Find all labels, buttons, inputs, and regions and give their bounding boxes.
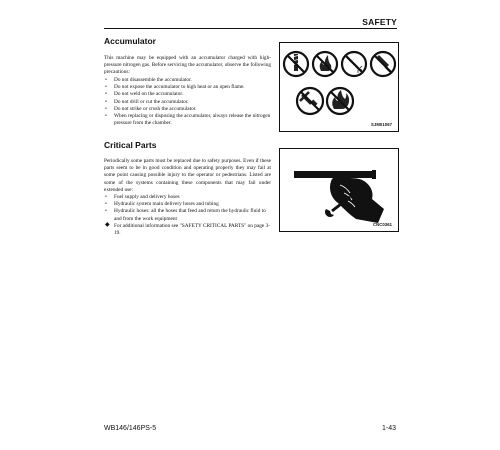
no-disassemble-icon	[284, 52, 308, 76]
list-item-text: Do not weld on the accumulator.	[114, 91, 184, 98]
list-item	[104, 91, 271, 98]
list-item-text: Do not disassemble the accumulator.	[114, 77, 192, 83]
critical-parts-heading: Critical Parts	[104, 140, 157, 150]
list-item	[104, 194, 271, 201]
list-item	[104, 106, 271, 113]
no-striking-icon	[297, 88, 323, 114]
hose-figure-code: CNC0361	[373, 222, 393, 227]
list-item-text: Do not drill or cut the accumulator.	[114, 98, 189, 105]
hand-icon	[330, 176, 384, 223]
page-number: 1-43	[381, 425, 396, 432]
no-welding-icon	[342, 52, 366, 76]
list-item	[104, 208, 271, 222]
no-heat-icon	[313, 52, 337, 76]
diamond-bullet-icon: ◆	[105, 222, 110, 229]
footer-model: WB146/146PS-5	[104, 425, 157, 432]
list-item-text: Hydraulic hoses: all the hoses that feed and return the hydraulic fluid to and from the work equipment	[114, 208, 266, 222]
list-item-text: Hydraulic system main delivery hoses and tubing	[114, 201, 219, 208]
list-item-text: When replacing or disposing the accumulator, always release the nitrogen pressure from the chamber.	[114, 113, 271, 127]
critical-parts-list	[104, 194, 271, 237]
list-item	[104, 223, 271, 237]
bullet-icon: •	[105, 105, 107, 112]
accumulator-precautions-list	[104, 77, 271, 127]
list-item-text: Fuel supply and delivery hoses	[114, 194, 180, 200]
accumulator-intro: This machine may be equipped with an accumulator charged with high-pressure nitrogen gas. Before servicing the accumulator, observe the following precautions:	[104, 55, 271, 76]
accumulator-prohibition-figure	[279, 42, 399, 132]
section-header: SAFETY	[362, 17, 397, 27]
accumulator-figure-code: SJM01067	[371, 122, 393, 127]
no-fire-icon	[327, 88, 353, 114]
header-rule	[104, 28, 397, 29]
accumulator-heading: Accumulator	[104, 36, 156, 46]
no-drilling-icon	[371, 52, 395, 76]
bullet-icon: •	[105, 91, 107, 98]
list-item	[104, 84, 271, 91]
list-item-text: Do not strike or crush the accumulator.	[114, 105, 197, 112]
bullet-icon: •	[105, 201, 107, 208]
list-item-text: For additional information see "SAFETY CRITICAL PARTS" on page 3-19.	[114, 222, 270, 237]
bullet-icon: •	[105, 194, 107, 200]
hose-handling-figure	[279, 148, 399, 232]
bullet-icon: •	[105, 208, 107, 215]
bullet-icon: •	[105, 98, 107, 105]
list-item	[104, 113, 271, 127]
list-item	[104, 99, 271, 106]
critical-parts-intro: Periodically some parts must be replaced due to safety purposes. Even if these parts seem to be in good condition and operating properly they may fail at some point causing possible injury to the operator or pedestrians. Listed are some of the systems containing these components that may fail under extended use:	[104, 158, 271, 193]
bullet-icon: •	[105, 77, 107, 83]
bullet-icon: •	[105, 113, 107, 120]
bullet-icon: •	[105, 84, 107, 91]
list-item-text: Do not expose the accumulator to high heat or an open flame.	[114, 84, 245, 91]
